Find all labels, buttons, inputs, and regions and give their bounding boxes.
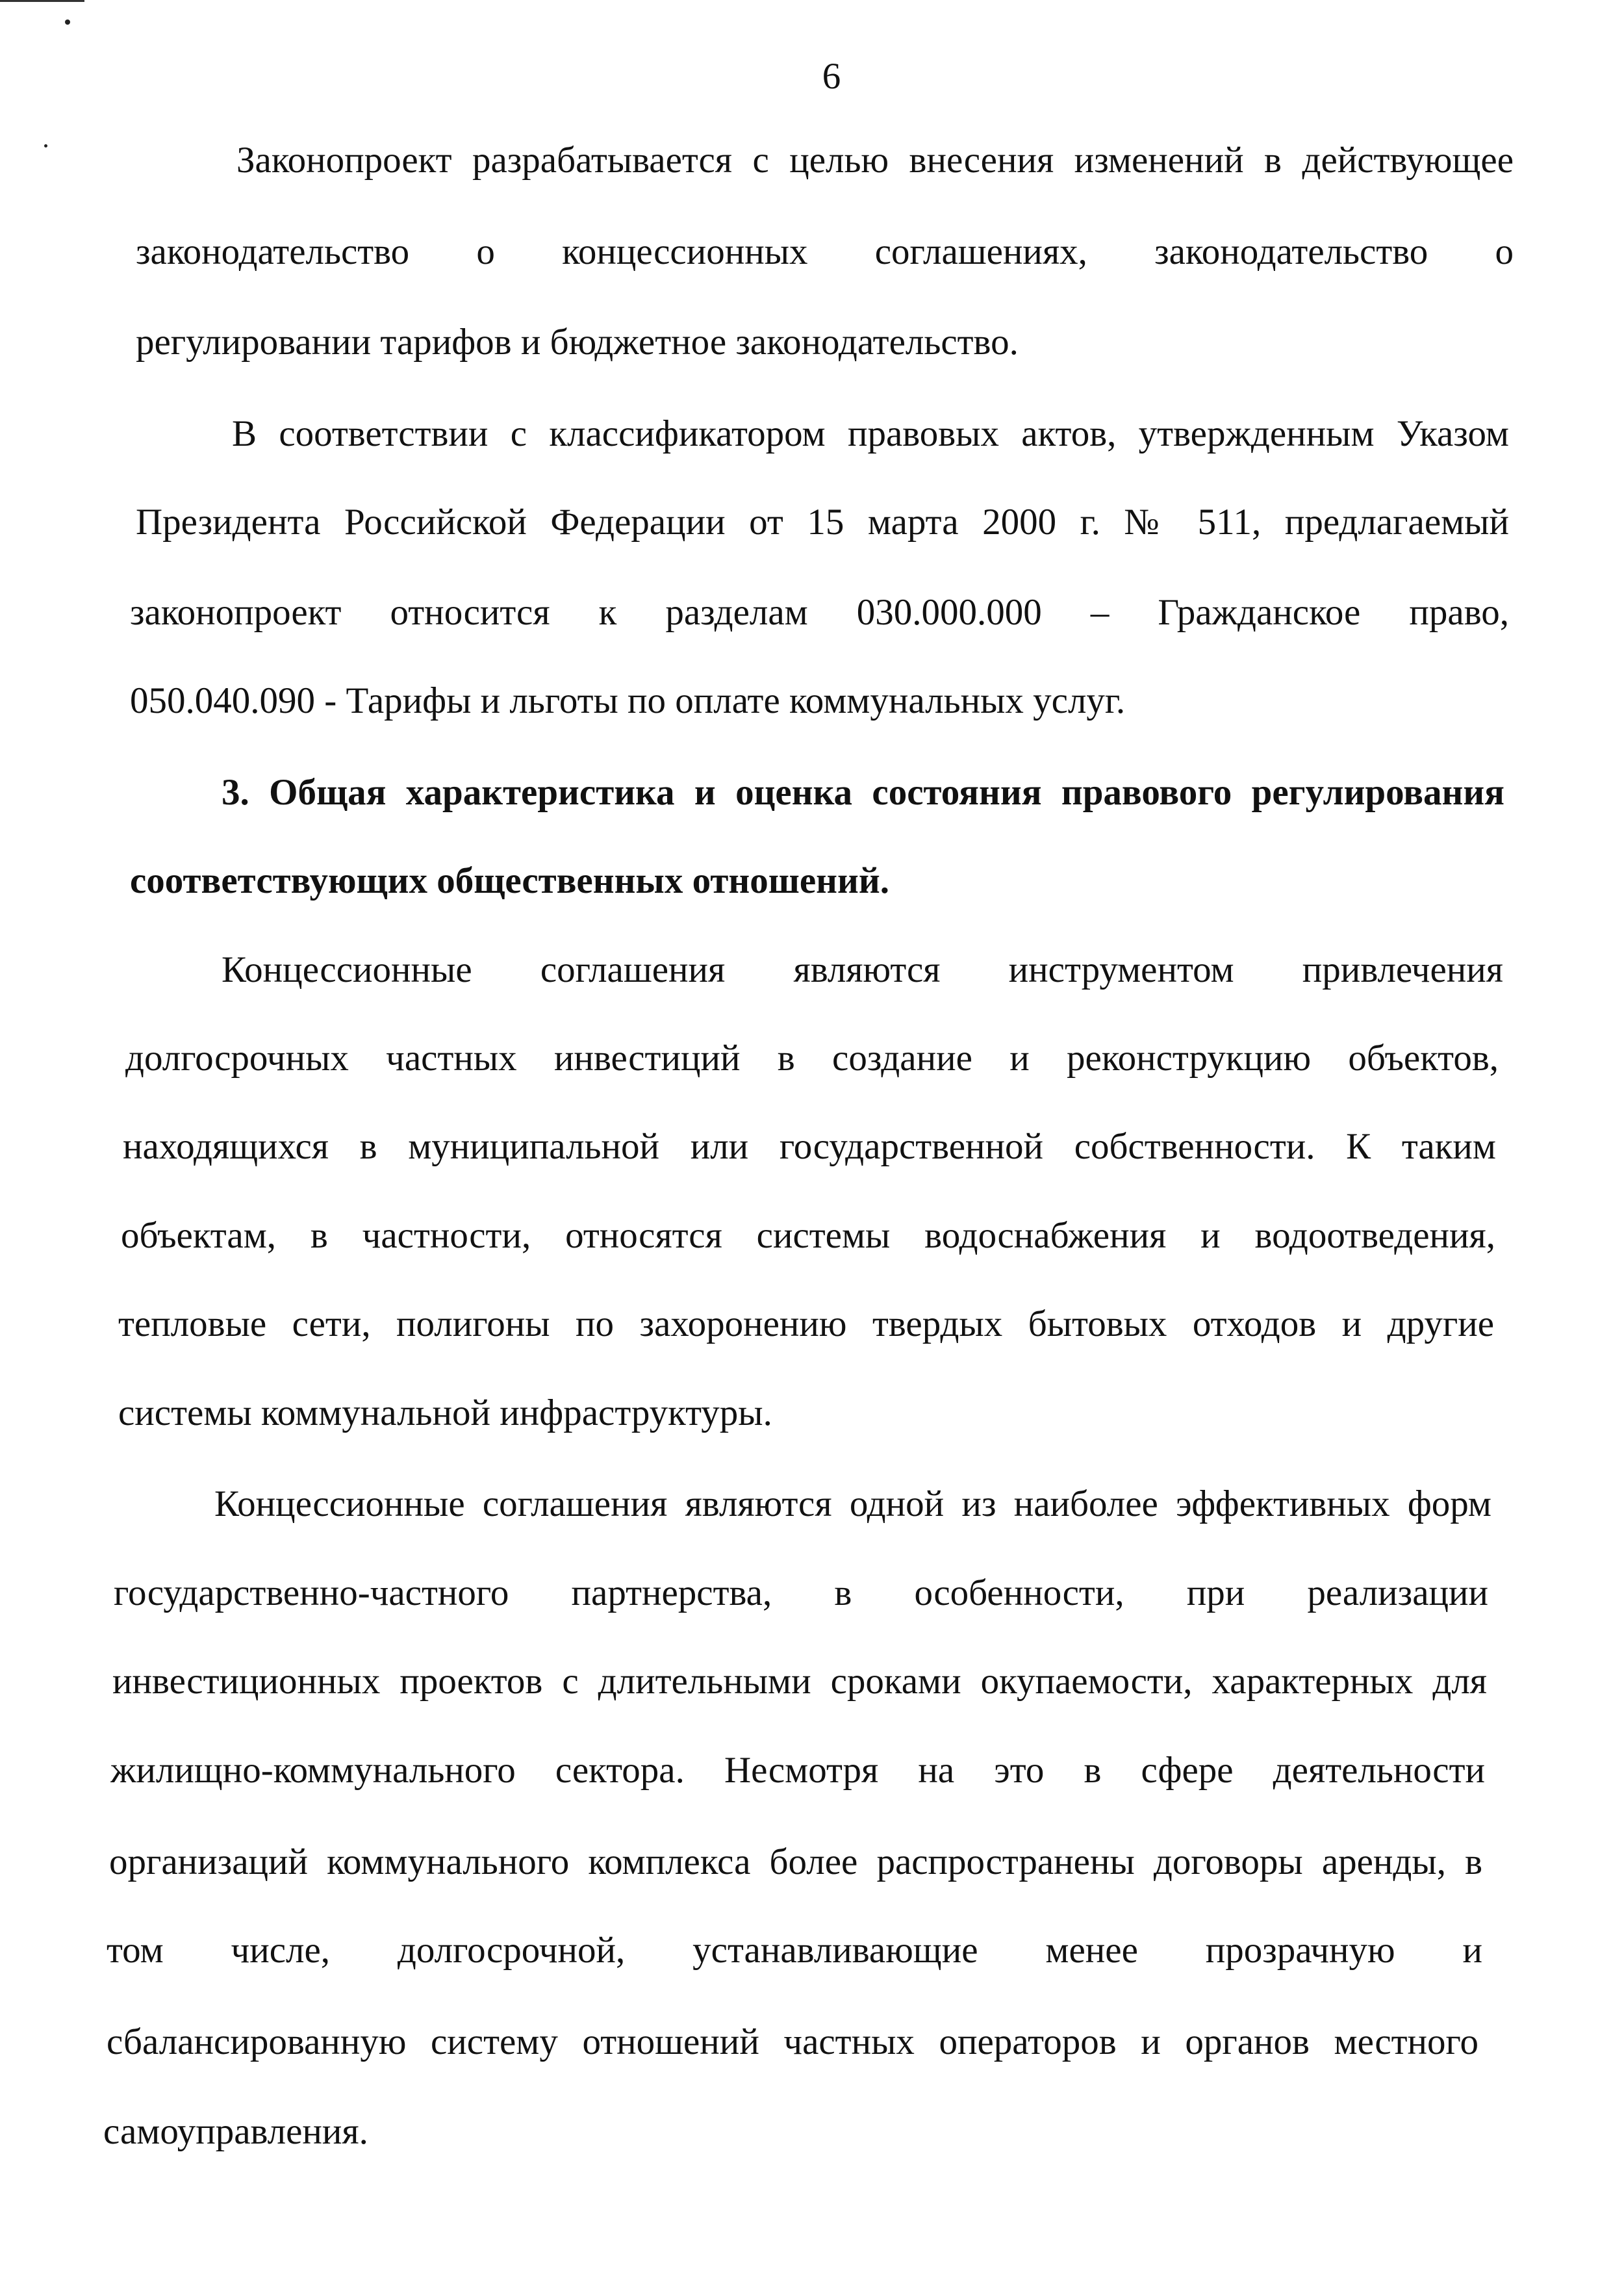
text-line: системы коммунальной инфраструктуры. [118,1392,772,1433]
scan-speck [65,19,70,25]
text-line: Законопроект разрабатывается с целью внесения изменений в действующее [236,140,1514,181]
text-line: тепловые сети, полигоны по захоронению твердых бытовых отходов и другие [118,1303,1494,1344]
section-heading-line: 3. Общая характеристика и оценка состояния правового регулирования [222,772,1504,813]
text-line: сбалансированную систему отношений частных операторов и органов местного [107,2021,1478,2062]
scan-speck [44,144,47,147]
text-line: законопроект относится к разделам 030.000.000 – Гражданское право, [130,592,1509,633]
text-line: Президента Российской Федерации от 15 марта 2000 г. № 511, предлагаемый [136,502,1509,543]
text-line: жилищно-коммунального сектора. Несмотря на это в сфере деятельности [110,1750,1485,1791]
text-line: В соответствии с классификатором правовых актов, утвержденным Указом [232,413,1509,454]
text-line: самоуправления. [103,2111,368,2152]
text-line: Концессионные соглашения являются инструментом привлечения [222,949,1503,990]
text-line: законодательство о концессионных соглашениях, законодательство о [136,231,1514,272]
page-number: 6 [822,56,841,97]
text-line: находящихся в муниципальной или государственной собственности. К таким [123,1126,1496,1167]
text-line: регулировании тарифов и бюджетное законодательство. [136,322,1019,363]
scan-edge-line [0,0,84,2]
text-line: долгосрочных частных инвестиций в создание и реконструкцию объектов, [125,1038,1499,1079]
section-heading-line: соответствующих общественных отношений. [130,860,889,901]
text-line: объектам, в частности, относятся системы водоснабжения и водоотведения, [121,1215,1495,1256]
text-line: инвестиционных проектов с длительными сроками окупаемости, характерных для [112,1661,1487,1702]
text-line: организаций коммунального комплекса более распространены договоры аренды, в [109,1841,1482,1882]
text-line: государственно-частного партнерства, в особенности, при реализации [114,1572,1488,1613]
text-line: том числе, долгосрочной, устанавливающие менее прозрачную и [107,1930,1482,1971]
text-line: 050.040.090 - Тарифы и льготы по оплате коммунальных услуг. [130,680,1126,721]
text-line: Концессионные соглашения являются одной из наиболее эффективных форм [214,1483,1491,1524]
